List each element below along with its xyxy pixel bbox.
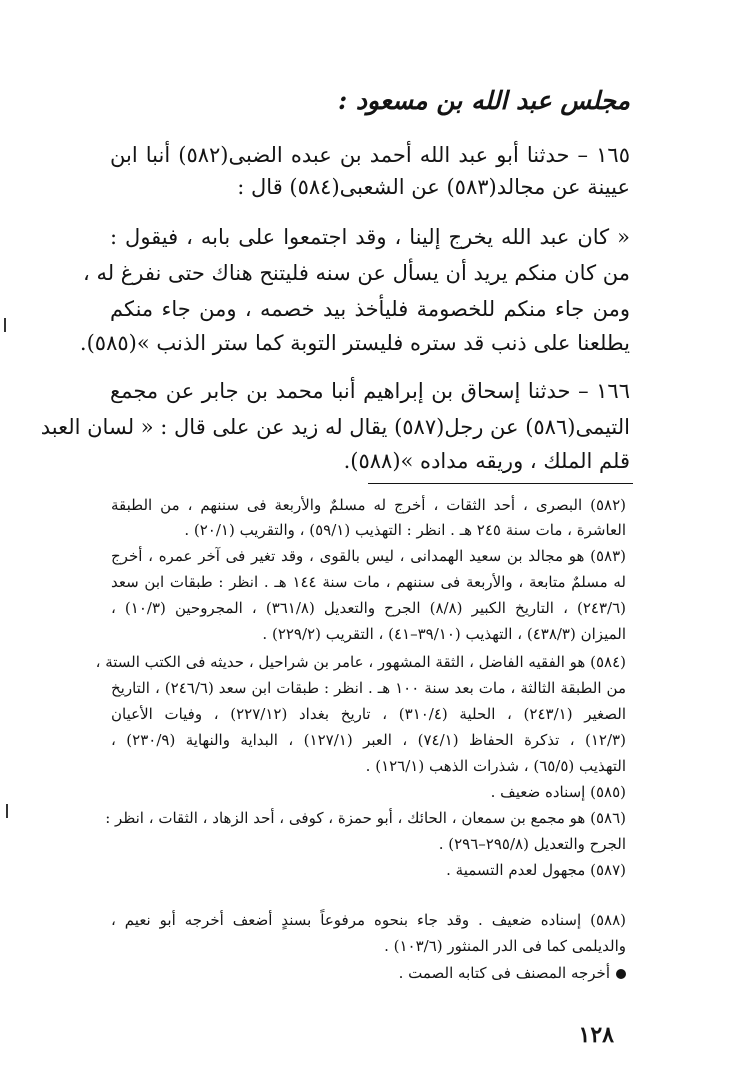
main-text-line: يطلعنا على ذنب قد ستره فليستر التوبة كما ستر الذنب »(٥٨٥). [79,331,630,355]
main-text-line: من كان منكم يريد أن يسأل عن سنه فليتنح هناك حتى نفرغ له ، [82,261,630,285]
main-text-line: ١٦٥ – حدثنا أبو عبد الله أحمد بن عبده الضبى(٥٨٢) أنبا ابن [110,143,630,167]
footnote-line: (١٢/٣) ، تذكرة الحفاظ (٧٤/١) ، العبر (١٢٧/١) ، البداية والنهاية (٢٣٠/٩) ، [111,731,626,749]
main-text-line: ١٦٦ – حدثنا إسحاق بن إبراهيم أنبا محمد بن جابر عن مجمع [110,379,630,403]
footnote-line: الجرح والتعديل (٢٩٥/٨–٢٩٦) . [438,835,626,853]
footnote-line: (٥٨٧) مجهول لعدم التسمية . [446,861,626,879]
bullet-note-text: أخرجه المصنف فى كتابه الصمت . [398,964,610,982]
footnote-line: (٥٨٨) إسناده ضعيف . وقد جاء بنحوه مرفوعاً بسندٍ أضعف أخرجه أبو نعيم ، [111,911,626,929]
footnote-line: العاشرة ، مات سنة ٢٤٥ هـ . انظر : التهذيب (٥٩/١) ، والتقريب (٢٠/١) . [184,521,626,539]
footnote-line: له مسلمٌ متابعة ، والأربعة فى سننهم ، مات سنة ١٤٤ هـ . انظر : طبقات ابن سعد [111,573,626,591]
footnote-line: (٥٨٢) البصرى ، أحد الثقات ، أخرج له مسلمٌ والأربعة فى سننهم ، من الطبقة [111,496,626,514]
footnote-line: الميزان (٤٣٨/٣) ، التهذيب (٣٩/١٠–٤١) ، التقريب (٢٢٩/٢) . [262,625,626,643]
footnote-line: (٥٨٥) إسناده ضعيف . [490,783,626,801]
main-text-line: عيينة عن مجالد(٥٨٣) عن الشعبى(٥٨٤) قال : [237,175,630,199]
main-text-line: « كان عبد الله يخرج إلينا ، وقد اجتمعوا على بابه ، فيقول : [110,225,630,249]
footnote-line: (٥٨٣) هو مجالد بن سعيد الهمدانى ، ليس بالقوى ، وقد تغير فى آخر عمره ، أخرج [111,547,626,565]
footnote-line: والديلمى كما فى الدر المنثور (١٠٣/٦) . [384,937,626,955]
footnote-line: من الطبقة الثالثة ، مات بعد سنة ١٠٠ هـ . انظر : طبقات ابن سعد (٢٤٦/٦) ، التاريخ [111,679,626,697]
margin-mark [6,804,8,818]
footnote-separator [368,483,633,484]
footnote-line: التهذيب (٦٥/٥) ، شذرات الذهب (١٢٦/١) . [365,757,626,775]
footnote-line: (٥٨٦) هو مجمع بن سمعان ، الحائك ، أبو حمزة ، كوفى ، أحد الزهاد ، الثقات ، انظر : [105,809,626,827]
section-heading: مجلس عبد الله بن مسعود : [337,86,630,115]
bullet-icon [616,969,626,979]
footnote-line: الصغير (٢٤٣/١) ، الحلية (٣١٠/٤) ، تاريخ بغداد (٢٢٧/١٢) ، وفيات الأعيان [111,705,627,723]
main-text-line: ومن جاء منكم للخصومة فليأخذ بيد خصمه ، ومن جاء منكم [110,297,630,321]
footnote-line: (٥٨٤) هو الفقيه الفاضل ، الثقة المشهور ، عامر بن شراحيل ، حديثه فى الكتب الستة ، [95,653,626,671]
main-text-line: قلم الملك ، وريقه مداده »(٥٨٨). [343,449,630,473]
margin-mark [4,318,6,332]
page-number: ١٢٨ [578,1022,614,1048]
footnote-line: (٢٤٣/٦) ، التاريخ الكبير (٨/٨) الجرح والتعديل (٣٦١/٨) ، المجروحين (١٠/٣) ، [111,599,626,617]
bullet-note [111,962,626,984]
main-text-line: التيمى(٥٨٦) عن رجل(٥٨٧) يقال له زيد عن على قال : « لسان العبد [40,415,630,439]
